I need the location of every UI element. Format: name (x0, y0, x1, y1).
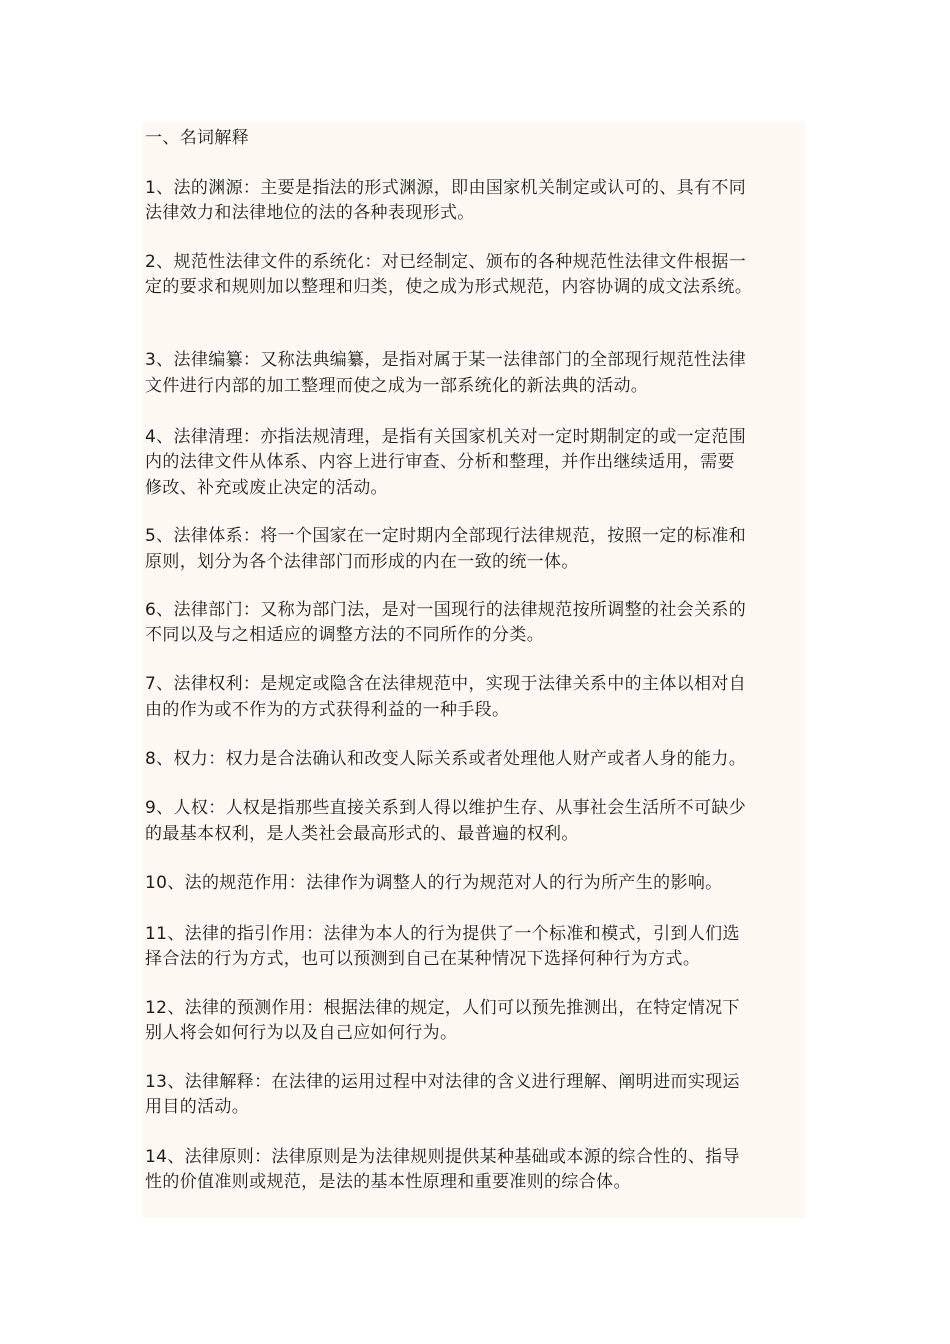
entry-line: 定的要求和规则加以整理和归类，使之成为形式规范，内容协调的成文法系统。 (145, 277, 753, 297)
entry-line: 用目的活动。 (145, 1097, 250, 1117)
entry-line: 原则，划分为各个法律部门而形成的内在一致的统一体。 (145, 552, 579, 572)
entry-line: 8、权力：权力是合法确认和改变人际关系或者处理他人财产或者人身的能力。 (145, 749, 747, 769)
entry-line: 文件进行内部的加工整理而使之成为一部系统化的新法典的活动。 (145, 376, 649, 396)
entry-line: 5、法律体系：将一个国家在一定时期内全部现行法律规范，按照一定的标准和 (145, 526, 747, 546)
entry-line: 9、人权：人权是指那些直接关系到人得以维护生存、从事社会生活所不可缺少 (145, 798, 747, 818)
entry-line: 6、法律部门：又称为部门法，是对一国现行的法律规范按所调整的社会关系的 (145, 600, 747, 620)
entry-line: 性的价值准则或规范，是法的基本性原理和重要准则的综合体。 (145, 1172, 631, 1192)
entry-line: 11、法律的指引作用：法律为本人的行为提供了一个标准和模式，引到人们选 (145, 924, 740, 944)
entry-line: 1、法的渊源：主要是指法的形式渊源，即由国家机关制定或认可的、具有不同 (145, 178, 747, 198)
entry-line: 13、法律解释：在法律的运用过程中对法律的含义进行理解、阐明进而实现运 (145, 1072, 740, 1092)
entry-line: 法律效力和法律地位的法的各种表现形式。 (145, 203, 475, 223)
entry-line: 2、规范性法律文件的系统化：对已经制定、颁布的各种规范性法律文件根据一 (145, 252, 747, 272)
entry-line: 14、法律原则：法律原则是为法律规则提供某种基础或本源的综合性的、指导 (145, 1147, 740, 1167)
entry-line: 别人将会如何行为以及自己应如何行为。 (145, 1023, 458, 1043)
entry-line: 的最基本权利，是人类社会最高形式的、最普遍的权利。 (145, 824, 579, 844)
entry-line: 内的法律文件从体系、内容上进行审查、分析和整理，并作出继续适用，需要 (145, 452, 735, 472)
entry-line: 修改、补充或废止决定的活动。 (145, 478, 388, 498)
entry-line: 不同以及与之相适应的调整方法的不同所作的分类。 (145, 625, 545, 645)
entry-line: 12、法律的预测作用：根据法律的规定，人们可以预先推测出，在特定情况下 (145, 998, 740, 1018)
entry-line: 择合法的行为方式，也可以预测到自己在某种情况下选择何种行为方式。 (145, 949, 701, 969)
section-heading: 一、名词解释 (145, 128, 250, 148)
document-page (143, 122, 805, 1218)
entry-line: 由的作为或不作为的方式获得利益的一种手段。 (145, 700, 510, 720)
entry-line: 3、法律编纂：又称法典编纂，是指对属于某一法律部门的全部现行规范性法律 (145, 350, 747, 370)
entry-line: 7、法律权利：是规定或隐含在法律规范中，实现于法律关系中的主体以相对自 (145, 674, 747, 694)
entry-line: 4、法律清理：亦指法规清理，是指有关国家机关对一定时期制定的或一定范围 (145, 427, 747, 447)
entry-line: 10、法的规范作用：法律作为调整人的行为规范对人的行为所产生的影响。 (145, 873, 723, 893)
